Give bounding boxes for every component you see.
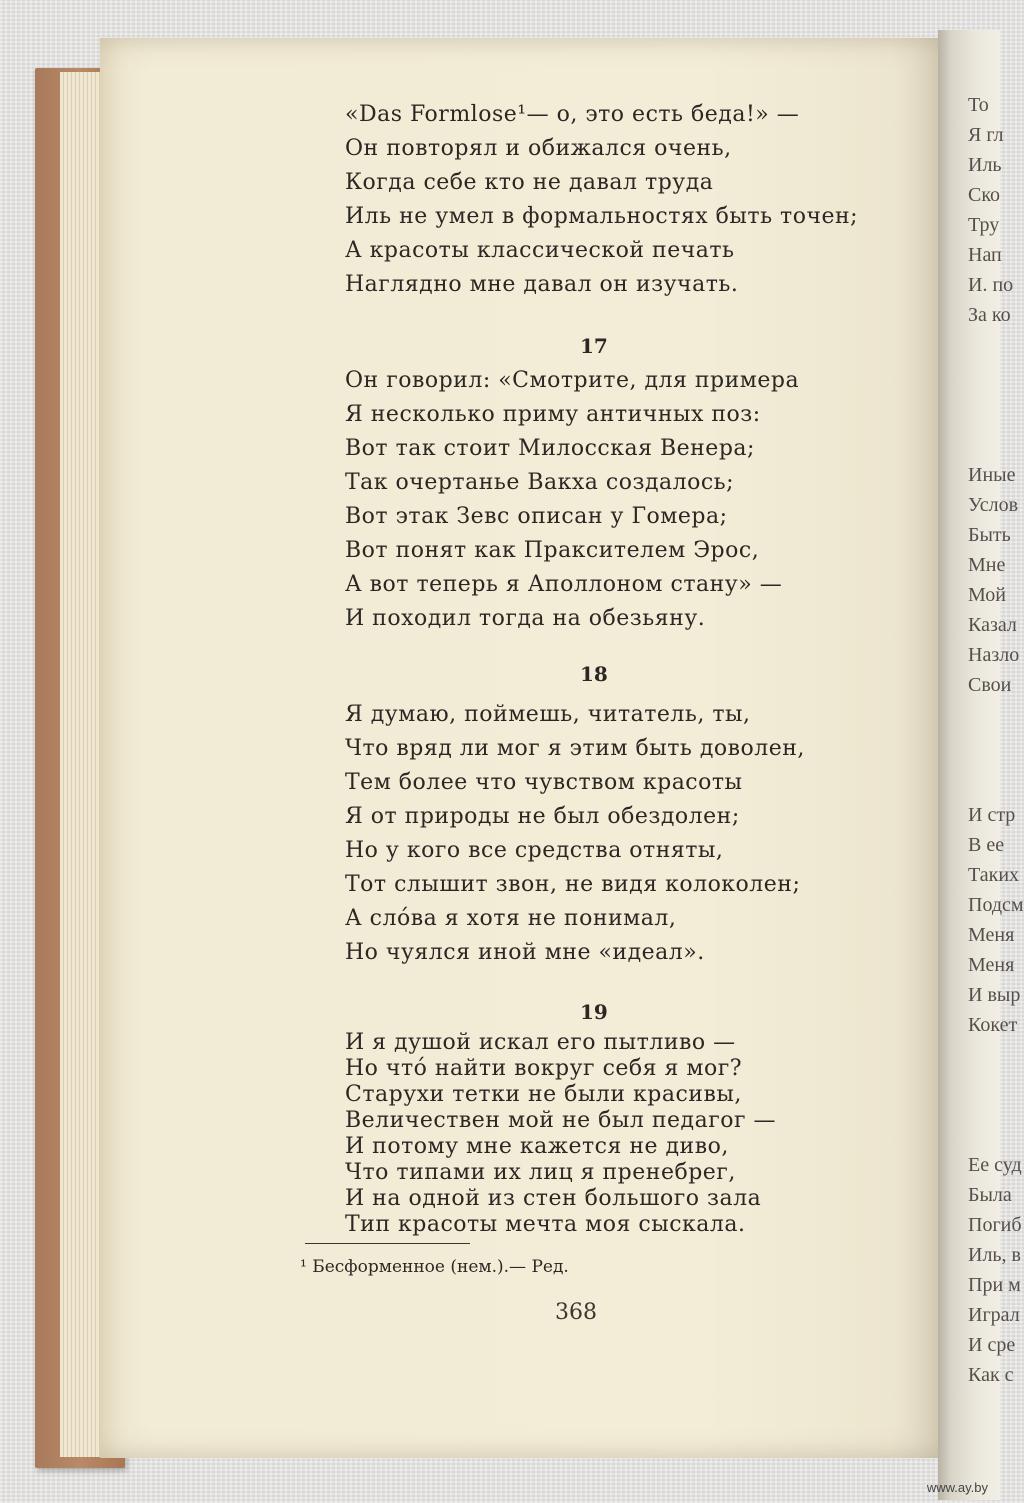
poem-line: И походил тогда на обезьяну. [345,606,706,631]
facing-page-text: Ее суд Была Погиб Иль, в При м Играл И сре Как с [968,1154,1022,1386]
stanza-number: 17 [580,334,608,358]
facing-page-edge [938,30,1024,1500]
poem-line: Я думаю, поймешь, читатель, ты, [345,702,751,727]
poem-line: Он говорил: «Смотрите, для примера [345,368,800,393]
poem-line: И потому мне кажется не диво, [345,1134,729,1159]
poem-line: А вот теперь я Аполлоном стану» — [345,572,783,597]
poem-line: А сло́ва я хотя не понимал, [345,906,677,931]
poem-line: «Das Formlose¹— о, это есть беда!» — [345,102,800,127]
poem-line: Что вряд ли мог я этим быть доволен, [345,736,805,761]
facing-page-text: Иные Услов Быть Мне Мой Казал Назло Свои [968,464,1020,696]
poem-line: И на одной из стен большого зала [345,1186,762,1211]
poem-line: А красоты классической печать [345,238,735,263]
poem-line: Но у кого все средства отняты, [345,838,724,863]
poem-line: Старухи тетки не были красивы, [345,1082,742,1107]
poem-line: Но чуялся иной мне «идеал». [345,940,705,965]
page-number: 368 [555,1300,597,1325]
poem-line: Тип красоты мечта моя сыскала. [345,1212,746,1237]
stanza-number: 18 [580,662,608,686]
poem-line: Но что́ найти вокруг себя я мог? [345,1056,743,1081]
footnote-rule [305,1243,470,1244]
poem-line: Вот так стоит Милосская Венера; [345,436,755,461]
stanza-number: 19 [580,1000,608,1024]
poem-line: Тем более что чувством красоты [345,770,743,795]
poem-line: Вот понят как Праксителем Эрос, [345,538,760,563]
watermark: www.ay.by [926,1480,988,1495]
poem-line: Он повторял и обижался очень, [345,136,732,161]
poem-line: Когда себе кто не давал труда [345,170,714,195]
poem-line: Наглядно мне давал он изучать. [345,272,739,297]
poem-line: Я несколько приму античных поз: [345,402,761,427]
facing-page-text: И стр В ее Таких Подсм Меня Меня И выр Кокет [968,804,1024,1036]
poem-line: И я душой искал его пытливо — [345,1030,736,1055]
poem-line: Иль не умел в формальностях быть точен; [345,204,859,229]
poem-line: Вот этак Зевс описан у Гомера; [345,504,728,529]
poem-line: Так очертанье Вакха создалось; [345,470,735,495]
poem-line: Я от природы не был обездолен; [345,804,740,829]
poem-line: Что типами их лиц я пренебрег, [345,1160,736,1185]
poem-line: Тот слышит звон, не видя колоколен; [345,872,801,897]
poem-line: Величествен мой не был педагог — [345,1108,776,1133]
footnote: ¹ Бесформенное (нем.).— Ред. [300,1257,569,1277]
facing-page-text: То Я гл Иль Ско Тру Нап И. по За ко [968,94,1014,326]
